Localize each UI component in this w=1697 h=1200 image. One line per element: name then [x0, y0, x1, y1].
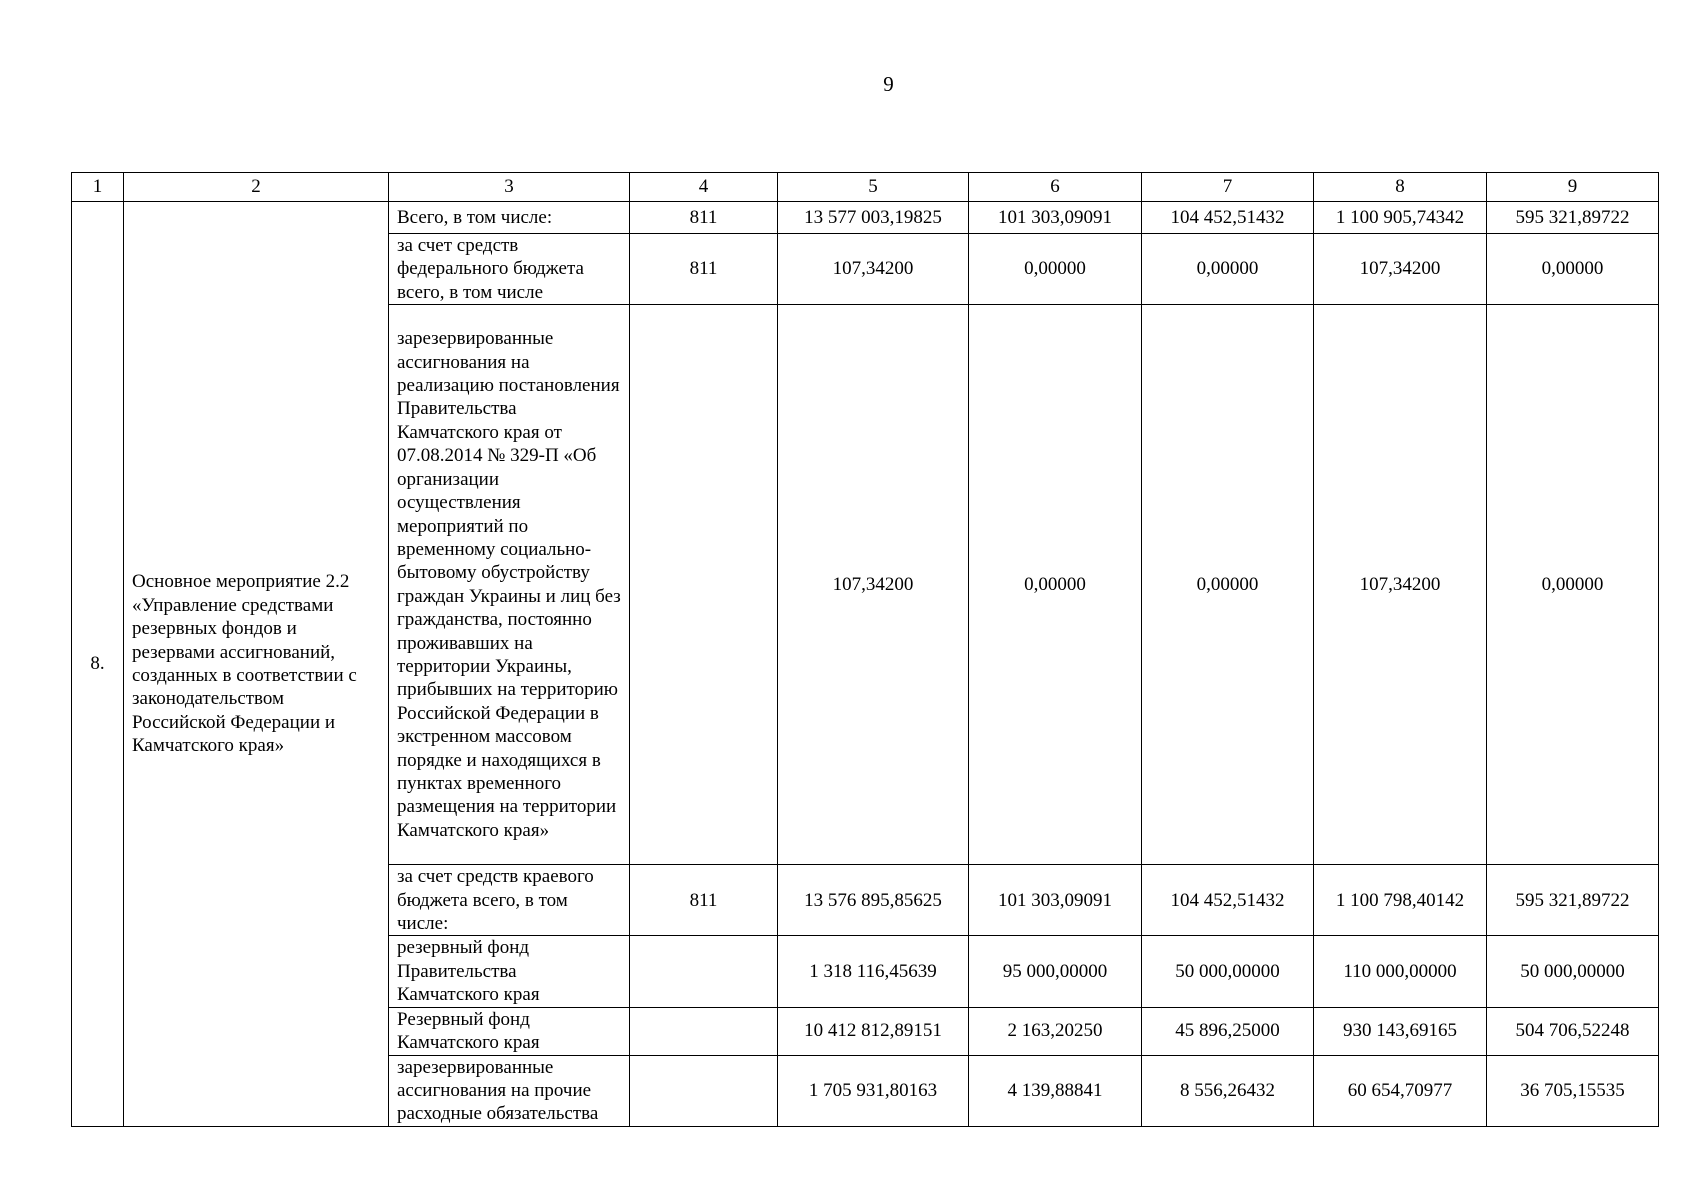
- col-header-9: 9: [1487, 173, 1659, 202]
- cell-col5: 1 318 116,45639: [778, 936, 969, 1007]
- row-label: Резервный фонд Камчатского края: [389, 1007, 630, 1055]
- cell-col6: 4 139,88841: [969, 1055, 1142, 1126]
- cell-col7: 8 556,26432: [1142, 1055, 1314, 1126]
- cell-col6: 0,00000: [969, 234, 1142, 305]
- col-header-5: 5: [778, 173, 969, 202]
- col-header-3: 3: [389, 173, 630, 202]
- cell-col5: 107,34200: [778, 234, 969, 305]
- row-number: 8.: [72, 202, 124, 1127]
- cell-col8: 1 100 905,74342: [1314, 202, 1487, 234]
- page-number: 9: [883, 72, 894, 96]
- cell-col8: 60 654,70977: [1314, 1055, 1487, 1126]
- col-header-1: 1: [72, 173, 124, 202]
- row-code: [630, 936, 778, 1007]
- col-header-8: 8: [1314, 173, 1487, 202]
- cell-col8: 1 100 798,40142: [1314, 865, 1487, 936]
- cell-col7: 104 452,51432: [1142, 202, 1314, 234]
- cell-col5: 1 705 931,80163: [778, 1055, 969, 1126]
- cell-col6: 0,00000: [969, 305, 1142, 865]
- cell-col8: 107,34200: [1314, 305, 1487, 865]
- table-row: [72, 202, 1659, 234]
- col-header-6: 6: [969, 173, 1142, 202]
- cell-col7: 0,00000: [1142, 305, 1314, 865]
- cell-col8: 930 143,69165: [1314, 1007, 1487, 1055]
- activity-description: Основное мероприятие 2.2 «Управление средствами резервных фондов и резервами ассигнований, созданных в соответствии с законодательством Российской Федерации и Камчатского края»: [124, 202, 389, 1127]
- row-code: 811: [630, 234, 778, 305]
- col-header-7: 7: [1142, 173, 1314, 202]
- row-label: зарезервированные ассигнования на реализацию постановления Правительства Камчатского края от 07.08.2014 № 329-П «Об организации осуществления мероприятий по временному социально-бытовому обустройству граждан Украины и лиц без гражданства, постоянно проживавших на территории Украины, прибывших на территорию Российской Федерации в экстренном массовом порядке и находящихся в пунктах временного размещения на территории Камчатского края»: [389, 305, 630, 865]
- cell-col7: 50 000,00000: [1142, 936, 1314, 1007]
- cell-col5: 13 577 003,19825: [778, 202, 969, 234]
- col-header-2: 2: [124, 173, 389, 202]
- row-label: за счет средств краевого бюджета всего, в том числе:: [389, 865, 630, 936]
- cell-col7: 45 896,25000: [1142, 1007, 1314, 1055]
- cell-col5: 13 576 895,85625: [778, 865, 969, 936]
- cell-col6: 2 163,20250: [969, 1007, 1142, 1055]
- cell-col6: 101 303,09091: [969, 202, 1142, 234]
- cell-col8: 110 000,00000: [1314, 936, 1487, 1007]
- cell-col7: 0,00000: [1142, 234, 1314, 305]
- cell-col5: 107,34200: [778, 305, 969, 865]
- row-code: 811: [630, 865, 778, 936]
- col-header-4: 4: [630, 173, 778, 202]
- cell-col9: 504 706,52248: [1487, 1007, 1659, 1055]
- row-code: [630, 1007, 778, 1055]
- header-row: [72, 173, 1659, 202]
- row-label: зарезервированные ассигнования на прочие расходные обязательства: [389, 1055, 630, 1126]
- row-label: резервный фонд Правительства Камчатского края: [389, 936, 630, 1007]
- cell-col9: 0,00000: [1487, 234, 1659, 305]
- row-code: [630, 1055, 778, 1126]
- cell-col9: 0,00000: [1487, 305, 1659, 865]
- budget-table: [71, 172, 1659, 1127]
- cell-col9: 36 705,15535: [1487, 1055, 1659, 1126]
- cell-col9: 50 000,00000: [1487, 936, 1659, 1007]
- cell-col6: 101 303,09091: [969, 865, 1142, 936]
- row-code: [630, 305, 778, 865]
- row-label: за счет средств федерального бюджета всего, в том числе: [389, 234, 630, 305]
- cell-col9: 595 321,89722: [1487, 865, 1659, 936]
- row-code: 811: [630, 202, 778, 234]
- cell-col8: 107,34200: [1314, 234, 1487, 305]
- cell-col5: 10 412 812,89151: [778, 1007, 969, 1055]
- cell-col7: 104 452,51432: [1142, 865, 1314, 936]
- row-label: Всего, в том числе:: [389, 202, 630, 234]
- cell-col9: 595 321,89722: [1487, 202, 1659, 234]
- cell-col6: 95 000,00000: [969, 936, 1142, 1007]
